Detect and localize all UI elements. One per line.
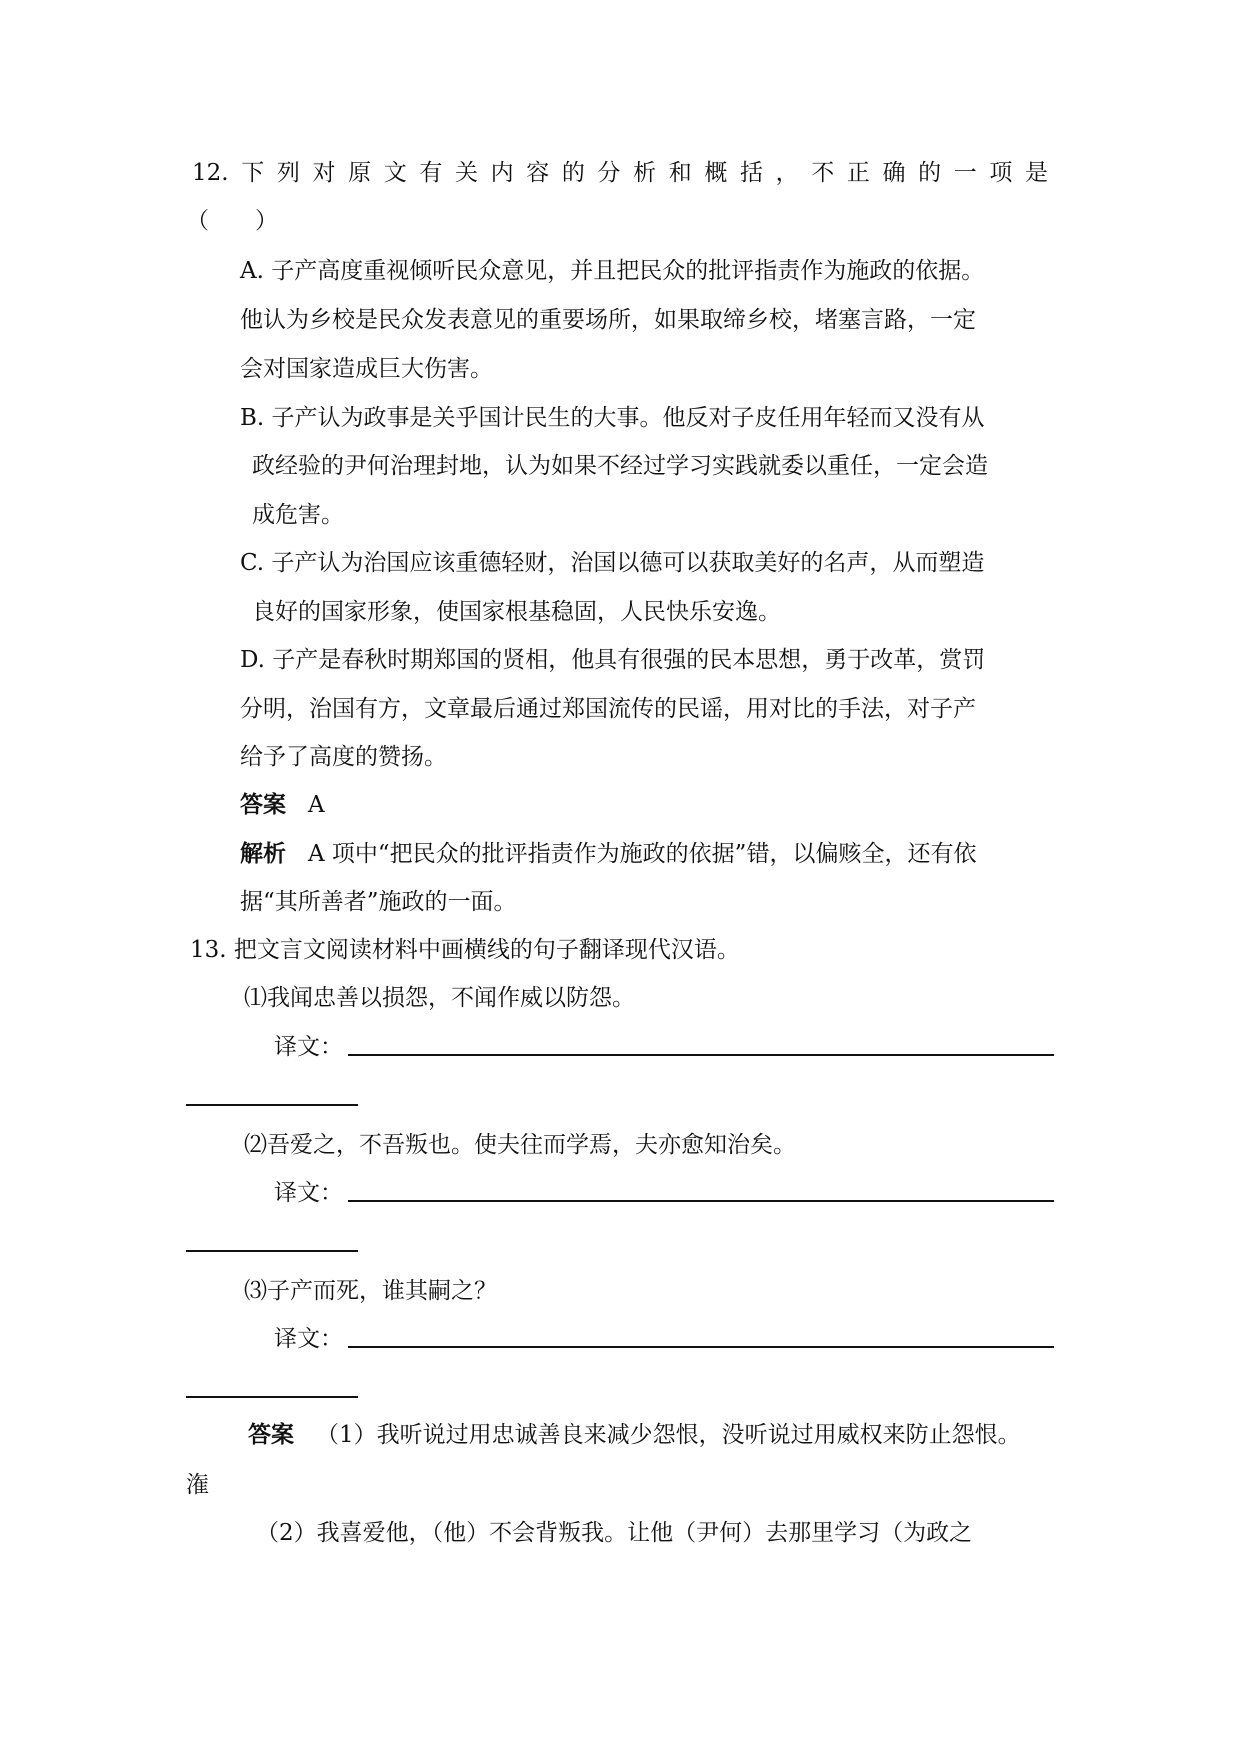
q12-stem-char: 文 — [383, 160, 407, 186]
q13-sentence-1: ⑴我闻忠善以损怨，不闻作威以防怨。 — [244, 985, 635, 1011]
q12-answer-value: A — [308, 792, 325, 818]
q13-sentence-3: ⑶子产而死，谁其嗣之？ — [244, 1278, 497, 1304]
q12-stem-char: 确 — [882, 160, 906, 186]
q12-stem-char: 有 — [419, 160, 443, 186]
q12-stem-char: 概 — [704, 160, 728, 186]
q12-stem-char: ， — [775, 160, 799, 186]
q13-translation-label-2: 译文： — [274, 1180, 343, 1206]
q12-option-d-line: 给予了高度的赞扬。 — [240, 744, 447, 770]
q12-stem-char: 的 — [561, 160, 585, 186]
q13-answer-line-2-cont[interactable] — [186, 1250, 358, 1252]
q12-stem-char: 括 — [739, 160, 763, 186]
q12-option-a-line: 会对国家造成巨大伤害。 — [240, 356, 493, 382]
q13-sentence-2: ⑵吾爱之，不吾叛也。使夫往而学焉，夫亦愈知治矣。 — [244, 1132, 796, 1158]
q13-answer-line-1[interactable] — [348, 1054, 1054, 1056]
q12-option-d-line: D. 子产是春秋时期郑国的贤相，他具有很强的民本思想，勇于改革，赏罚 — [240, 647, 986, 673]
q12-stem-char: 内 — [490, 160, 514, 186]
q12-stem-char: 列 — [276, 160, 300, 186]
q13-translation-label-3: 译文： — [274, 1326, 343, 1352]
q13-answer-line-2[interactable] — [348, 1200, 1054, 1202]
q13-answer-line-2-text: （2）我喜爱他，（他）不会背叛我。让他（尹何）去那里学习（为政之 — [256, 1520, 973, 1546]
q12-option-d-line: 分明，治国有方，文章最后通过郑国流传的民谣，用对比的手法，对子产 — [240, 696, 976, 722]
q12-analysis-label: 解析 — [240, 840, 286, 867]
q12-stem-char: 关 — [454, 160, 478, 186]
q12-stem-char: 是 — [1024, 160, 1048, 186]
q12-stem-char: 下 — [241, 160, 265, 186]
q12-stem-char: 项 — [989, 160, 1013, 186]
q12-option-b-line: 成危害。 — [252, 502, 344, 528]
q12-option-b-line: 政经验的尹何治理封地，认为如果不经过学习实践就委以重任，一定会造 — [252, 453, 988, 479]
q12-stem-char: 正 — [846, 160, 870, 186]
q12-answer-paren: （ ） — [186, 208, 278, 234]
q12-stem-char: 一 — [953, 160, 977, 186]
q12-stem-char: 不 — [811, 160, 835, 186]
q12-stem-char: 分 — [597, 160, 621, 186]
q12-option-a-line: A. 子产高度重视倾听民众意见，并且把民众的批评指责作为施政的依据。 — [240, 258, 985, 284]
q12-stem-char: 析 — [633, 160, 657, 186]
q12-option-c-line: C. 子产认为治国应该重德轻财，治国以德可以获取美好的名声，从而塑造 — [240, 550, 985, 576]
q12-stem-char: 和 — [668, 160, 692, 186]
q12-option-b-line: B. 子产认为政事是关乎国计民生的大事。他反对子皮任用年轻而又没有从 — [240, 405, 985, 431]
q12-analysis-line: 据“其所善者”施政的一面。 — [240, 889, 517, 915]
q12-stem-char: 原 — [348, 160, 372, 186]
q12-stem — [192, 158, 1048, 188]
q13-answer-line-1-cont[interactable] — [186, 1104, 358, 1106]
q13-answer — [248, 1420, 1021, 1450]
q12-answer-label: 答案 — [240, 791, 286, 818]
q12-option-c-line: 良好的国家形象，使国家根基稳固，人民快乐安逸。 — [252, 599, 781, 625]
q12-stem-char: 的 — [918, 160, 942, 186]
q13-title: 13. 把文言文阅读材料中画横线的句子翻译现代汉语。 — [190, 937, 740, 963]
q12-analysis-line: A 项中“把民众的批评指责作为施政的依据”错，以偏赅全，还有依 — [308, 841, 977, 867]
q13-stray-char: 潅 — [186, 1472, 209, 1498]
q12-stem-char: 容 — [526, 160, 550, 186]
q13-answer-label: 答案 — [248, 1421, 294, 1448]
q12-option-a-line: 他认为乡校是民众发表意见的重要场所，如果取缔乡校，堵塞言路，一定 — [240, 307, 976, 333]
q12-analysis — [240, 839, 976, 869]
q13-answer-line-3[interactable] — [348, 1346, 1054, 1348]
q13-answer-line-1-text: （1）我听说过用忠诚善良来减少怨恨，没听说过用威权来防止怨恨。 — [316, 1422, 1021, 1448]
q12-stem-char: 对 — [312, 160, 336, 186]
q12-number: 12. — [192, 160, 229, 186]
q12-answer — [240, 790, 325, 820]
q13-translation-label-1: 译文： — [274, 1034, 343, 1060]
q13-answer-line-3-cont[interactable] — [186, 1396, 358, 1398]
